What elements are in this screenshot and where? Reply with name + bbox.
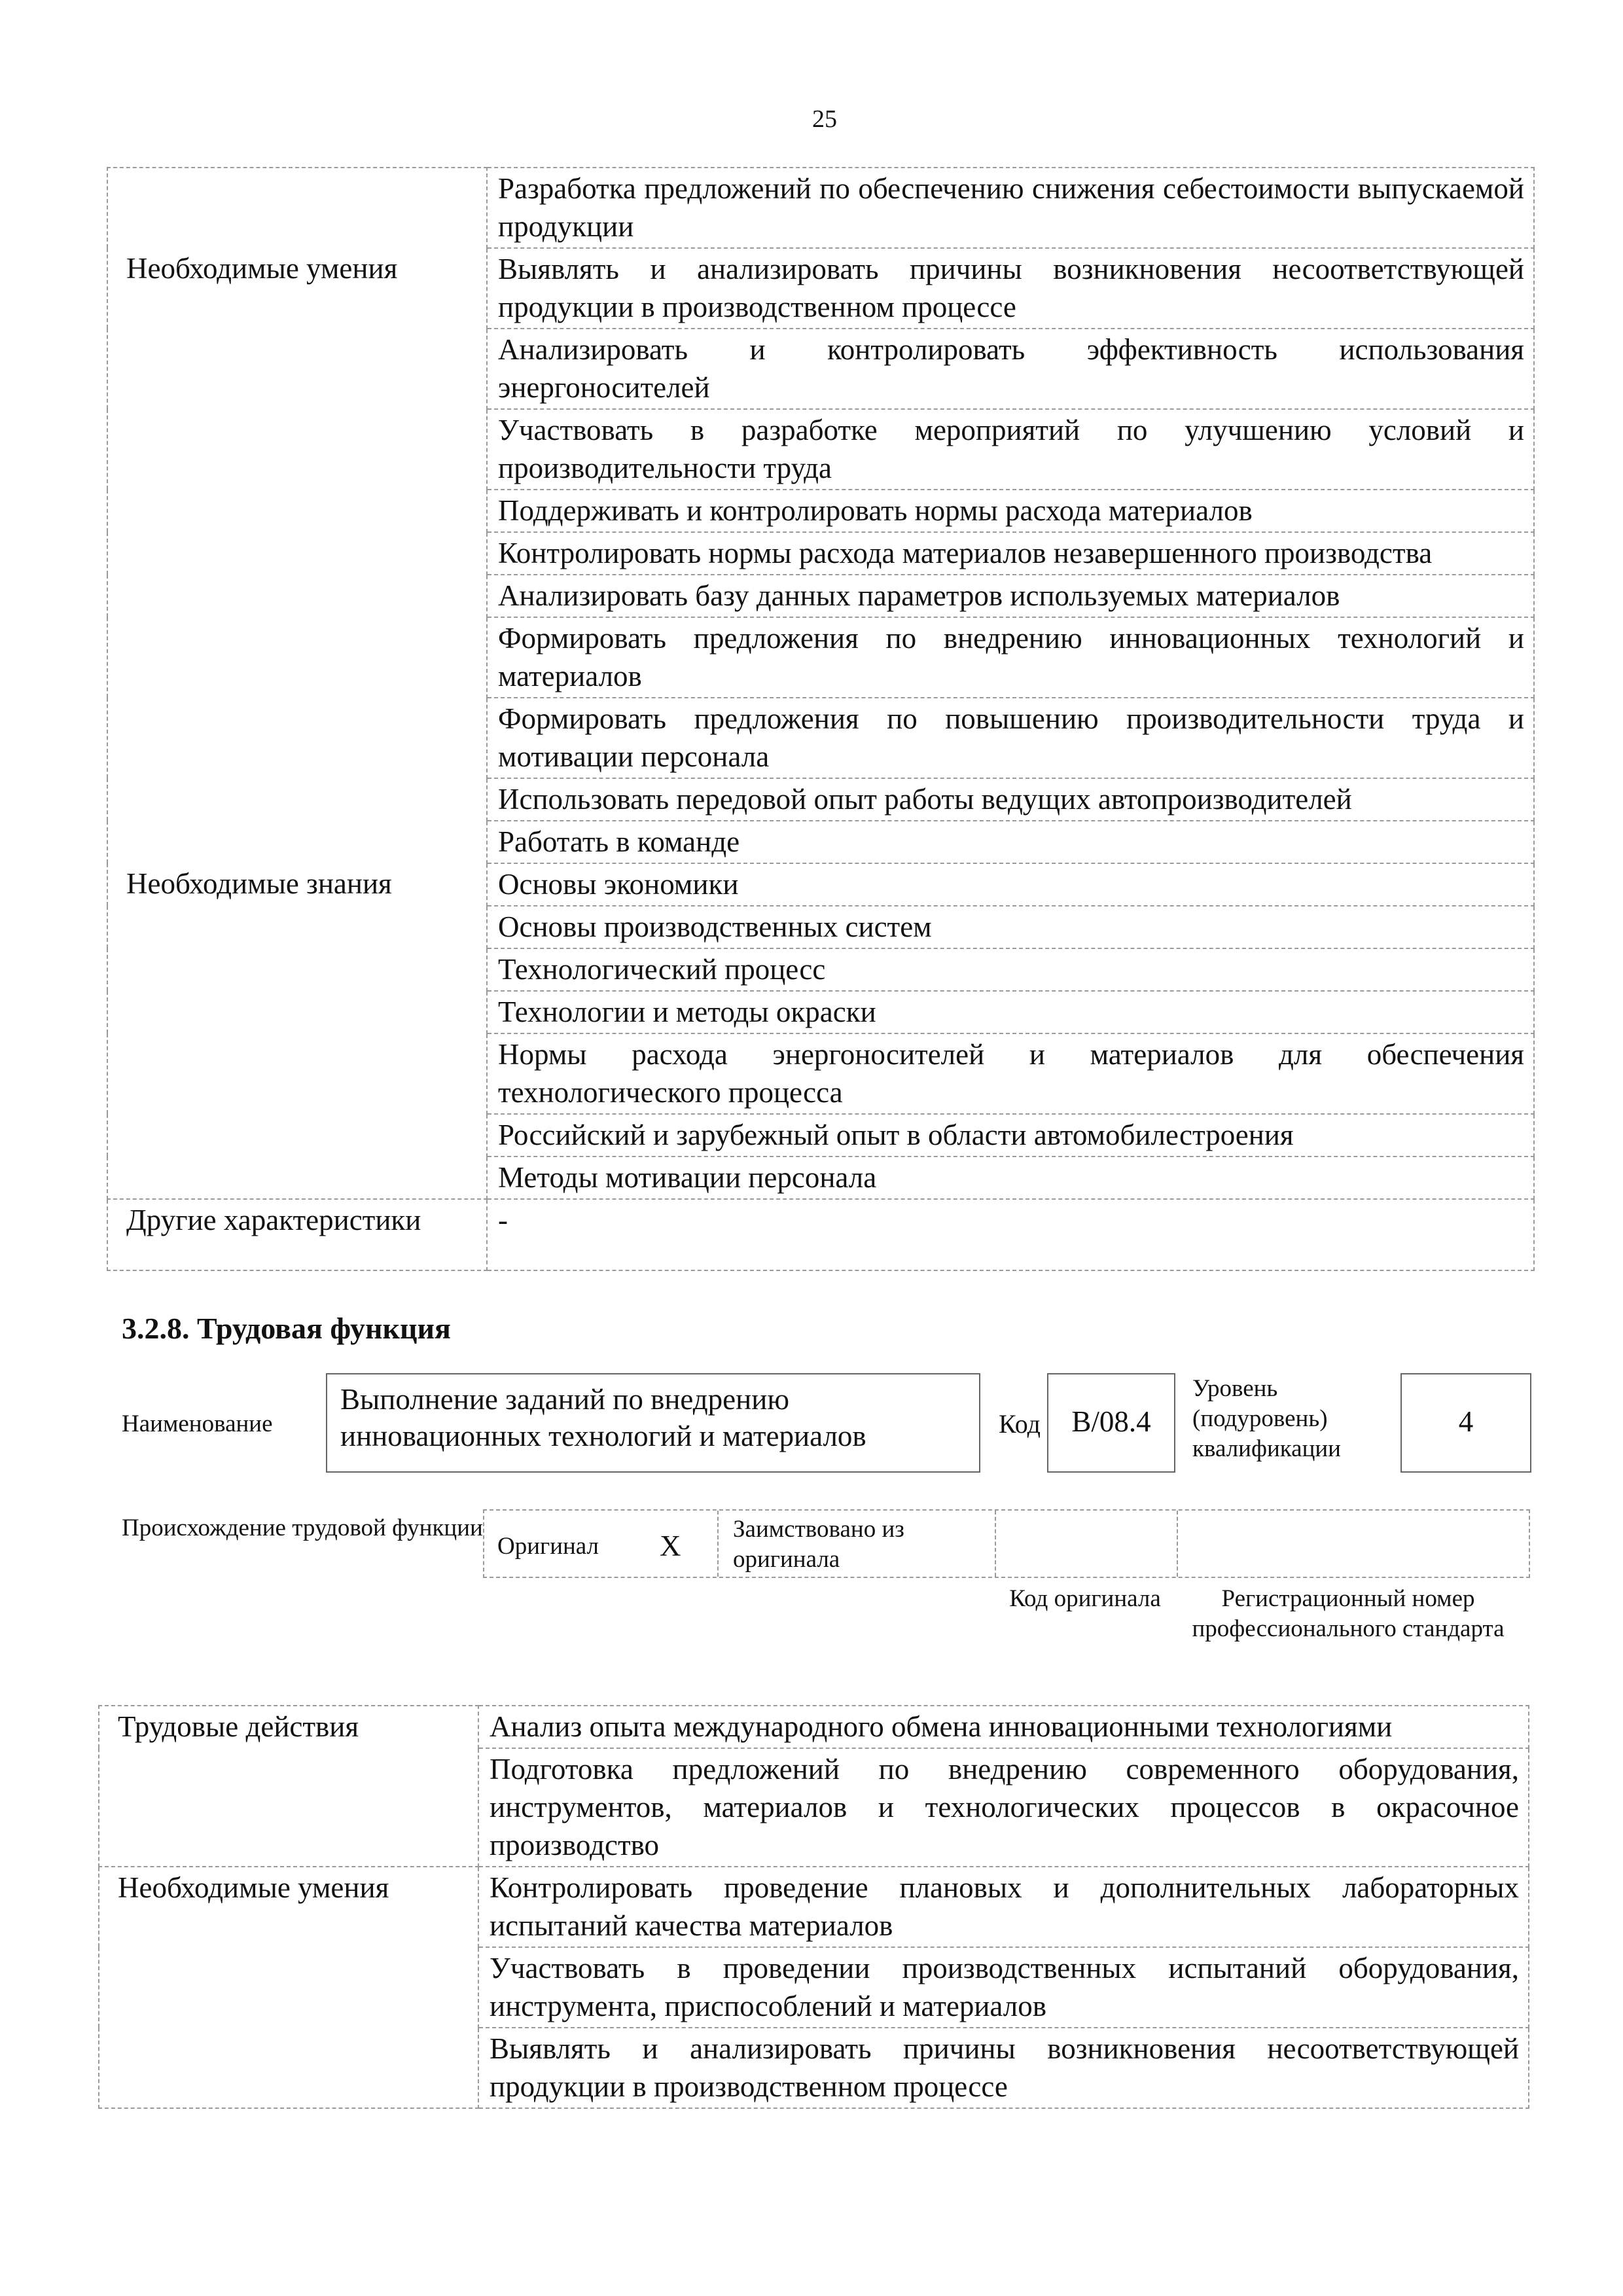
skill-item: Формировать предложения по внедрению инновационных технологий и материалов [487, 617, 1534, 698]
original-mark: X [660, 1530, 681, 1562]
labor-function-table [98, 1705, 1529, 2109]
name-label: Наименование [122, 1410, 273, 1437]
skill-item: Формировать предложения по повышению производительности труда и мотивации персонала [487, 698, 1534, 778]
table-row [107, 248, 1534, 329]
skill-item: Контролировать нормы расхода материалов незавершенного производства [487, 532, 1534, 575]
table-row [107, 532, 1534, 575]
knowledge-item: Российский и зарубежный опыт в области автомобилестроения [487, 1114, 1534, 1157]
table-row [107, 821, 1534, 863]
continued-item: Разработка предложений по обеспечению снижения себестоимости выпускаемой продукции [487, 168, 1534, 248]
table-row [107, 698, 1534, 778]
actions-label: Трудовые действия [99, 1706, 478, 1748]
table-row [107, 906, 1534, 948]
skill-item: Выявлять и анализировать причины возникновения несоответствующей продукции в производственном процессе [487, 248, 1534, 329]
table-row [107, 617, 1534, 698]
level-value-box [1400, 1373, 1531, 1473]
knowledge-label: Необходимые знания [107, 863, 487, 906]
table-row [107, 168, 1534, 248]
page-number: 25 [812, 105, 837, 133]
knowledge-item: Нормы расхода энергоносителей и материалов для обеспечения технологического процесса [487, 1033, 1534, 1114]
action-item: Анализ опыта международного обмена инновационными технологиями [478, 1706, 1529, 1748]
table-row [107, 948, 1534, 991]
level-value: 4 [1458, 1405, 1474, 1438]
skill-item: Анализировать и контролировать эффективность использования энергоносителей [487, 329, 1534, 409]
function-name: Выполнение заданий по внедрению инновационных технологий и материалов [340, 1383, 866, 1452]
section-heading: 3.2.8. Трудовая функция [122, 1312, 451, 1345]
table-row [99, 1947, 1529, 2028]
table-row [107, 1114, 1534, 1157]
knowledge-item: Основы производственных систем [487, 906, 1534, 948]
other-value: - [487, 1199, 1534, 1270]
reg-number-label: Регистрационный номер профессионального стандарта [1192, 1585, 1505, 1642]
origin-box [483, 1509, 1530, 1578]
table-row [107, 1033, 1534, 1114]
knowledge-item: Основы экономики [487, 863, 1534, 906]
table-row [107, 991, 1534, 1033]
knowledge-item: Методы мотивации персонала [487, 1157, 1534, 1199]
skill-item: Анализировать базу данных параметров используемых материалов [487, 575, 1534, 617]
skill-item: Поддерживать и контролировать нормы расхода материалов [487, 490, 1534, 532]
skills-label: Необходимые умения [107, 248, 487, 329]
code-value: B/08.4 [1071, 1405, 1151, 1438]
function-name-box [326, 1373, 980, 1473]
table-row [107, 1199, 1534, 1270]
code-value-box [1047, 1373, 1175, 1473]
level-label: Уровень (подуровень) квалификации [1192, 1375, 1341, 1462]
table-row [99, 2028, 1529, 2108]
skill-item: Использовать передовой опыт работы ведущих автопроизводителей [487, 778, 1534, 821]
skill-item: Участвовать в разработке мероприятий по улучшению условий и производительности труда [487, 409, 1534, 490]
table-row [99, 1706, 1529, 1748]
knowledge-item: Технологии и методы окраски [487, 991, 1534, 1033]
code-original-label: Код оригинала [1009, 1585, 1161, 1612]
skill-item: Контролировать проведение плановых и дополнительных лабораторных испытаний качества материалов [478, 1867, 1529, 1947]
table-row [107, 490, 1534, 532]
table-row [107, 778, 1534, 821]
origin-label: Происхождение трудовой функции [122, 1515, 483, 1541]
table-row [99, 1748, 1529, 1867]
borrowed-label: Заимствовано из оригинала [733, 1516, 904, 1573]
skill-item: Выявлять и анализировать причины возникновения несоответствующей продукции в производственном процессе [478, 2028, 1529, 2108]
other-label: Другие характеристики [107, 1199, 487, 1270]
code-label: Код [999, 1409, 1041, 1439]
action-item: Подготовка предложений по внедрению современного оборудования, инструментов, материалов и технологических процессов в окрасочное производство [478, 1748, 1529, 1867]
skill-item: Работать в команде [487, 821, 1534, 863]
table-row [107, 1157, 1534, 1199]
competencies-table-continued [107, 167, 1535, 1271]
knowledge-item: Технологический процесс [487, 948, 1534, 991]
table-row [107, 863, 1534, 906]
skills2-label: Необходимые умения [99, 1867, 478, 1947]
table-row [107, 575, 1534, 617]
table-row [107, 329, 1534, 409]
original-label: Оригинал [497, 1533, 599, 1560]
table-row [107, 409, 1534, 490]
table-row [99, 1867, 1529, 1947]
skill-item: Участвовать в проведении производственных испытаний оборудования, инструмента, приспособлений и материалов [478, 1947, 1529, 2028]
